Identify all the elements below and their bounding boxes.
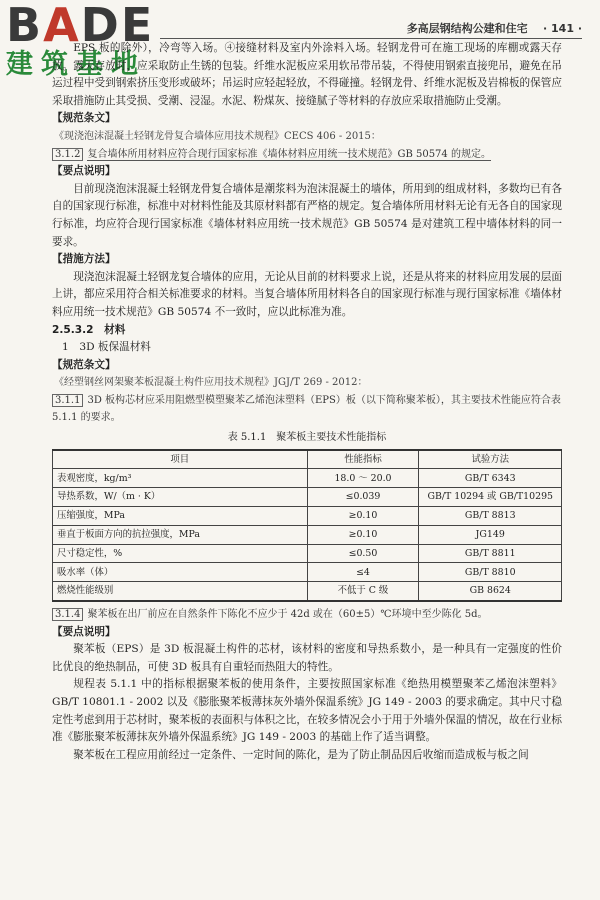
clause-3-1-4	[52, 606, 562, 624]
header-cell: 性能指标	[307, 450, 419, 469]
table-cell: 导热系数，W/（m · K）	[53, 488, 308, 507]
table-cell: 18.0 ～ 20.0	[307, 469, 419, 488]
spec-reference-2: 《经塑钢丝网架聚苯板混凝土构件应用技术规程》JGJ/T 269 - 2012：	[54, 377, 368, 389]
table-header-row	[53, 450, 562, 469]
clause-number: 3.1.4	[52, 608, 83, 621]
table-row	[53, 563, 562, 582]
running-title: 多高层钢结构公建和住宅	[406, 22, 528, 35]
table-cell: 垂直于板面方向的抗拉强度，MPa	[53, 525, 308, 544]
logo-text: BADE	[6, 0, 155, 52]
table-row	[53, 544, 562, 563]
explain-paragraph: 目前现浇泡沫混凝土轻钢龙骨复合墙体是潮浆料为泡沫混凝土的墙体，所用到的组成材料，多数均已有各自的国家现行标准，标准中对材料性能及其原材料都有严格的规定。复合墙体所用材料无论有无各自的国家现行标准，均应符合现行国家标准《墙体材料应用统一技术规范》GB 50574 是对建筑工程中墙体材料的同一要求。	[52, 182, 562, 248]
explain-paragraph-1: 聚苯板（EPS）是 3D 板混凝土构件的芯材，该材料的密度和导热系数小，是一种具有一定强度的性价比优良的绝热制品，可使 3D 板具有自重轻而热阻大的特性。	[52, 643, 562, 673]
subsection-heading: 1 3D 板保温材料	[62, 341, 151, 354]
table-cell: 燃烧性能级别	[53, 582, 308, 601]
header-cell: 项目	[53, 450, 308, 469]
table-cell: ≤0.50	[307, 544, 419, 563]
table-cell: ≥0.10	[307, 507, 419, 526]
clause-number: 3.1.1	[52, 394, 83, 407]
spec-label: 【规范条文】	[52, 112, 116, 125]
table-row	[53, 488, 562, 507]
page-number: · 141 ·	[543, 22, 582, 35]
clause-number: 3.1.2	[52, 148, 83, 161]
table-cell: 吸水率（体）	[53, 563, 308, 582]
explain-paragraph-3: 聚苯板在工程应用前经过一定条件、一定时间的陈化，是为了防止制品因后收缩而造成板与板之间	[73, 748, 529, 761]
table-cell: ≤4	[307, 563, 419, 582]
intro-paragraph: EPS 板的除外），冷弯等入场。④接缝材料及室内外涂料入场。轻钢龙骨可在施工现场的库棚或露天存放。露天存放时，应采取防止生锈的包装。纤维水泥板应采用软吊带吊装，不得使用钢索直接兜吊，避免在吊运过程中受到钢索挤压变形或破坏；吊运时应轻起轻放，不得碰撞。轻钢龙骨、纤维水泥板及岩棉板的保管应采取措施防止其受损、受潮、浸湿。水泥、粉煤灰、接缝腻子等材料的存放应采取措施防止受潮。	[52, 42, 562, 107]
table-title: 表 5.1.1 聚苯板主要技术性能指标	[227, 432, 387, 444]
clause-text: 3D 板构芯材应采用阻燃型模塑聚苯乙烯泡沫塑料（EPS）板（以下简称聚苯板），其主要技术性能应符合表 5.1.1 的要求。	[52, 394, 561, 424]
table-cell: ≤0.039	[307, 488, 419, 507]
measure-label: 【措施方法】	[52, 253, 116, 266]
table-cell: GB 8624	[419, 582, 562, 601]
spec-label-2: 【规范条文】	[52, 358, 116, 371]
clause-3-1-2	[52, 146, 562, 164]
table-row	[53, 582, 562, 601]
explain-paragraph-2: 规程表 5.1.1 中的指标根据聚苯板的使用条件，主要按照国家标准《绝热用模塑聚苯乙烯泡沫塑料》GB/T 10801.1 - 2002 以及《膨胀聚苯板薄抹灰外墙外保温系统》JG 149 - 2003 的要求确定。其中尺寸稳定性考虑到用于芯材时，聚苯板的表面积与体积之比，在较多情况会小于用于外墙外保温的情况，故在行业标准《膨胀聚苯板薄抹灰外墙外保温系统》JG 149 - 2003 的基础上作了适当调整。	[52, 678, 562, 744]
clause-text: 聚苯板在出厂前应在自然条件下陈化不应少于 42d 或在（60±5）℃环境中至少陈化 5d。	[87, 609, 488, 621]
table-cell: 表观密度，kg/m³	[53, 469, 308, 488]
table-cell: 不低于 C 级	[307, 582, 419, 601]
logo-subtext: 建筑基地	[6, 49, 146, 80]
table-cell: JG149	[419, 525, 562, 544]
measure-paragraph: 现浇泡沫混凝土轻钢龙复合墙体的应用，无论从目前的材料要求上说，还是从将来的材料应用发展的层面上讲，都应采用符合相关标准要求的材料。当复合墙体所用材料各自的国家现行标准与现行国家标准《墙体材料应用统一技术规范》GB 50574 不一致时，应以此标准为准。	[52, 270, 562, 318]
table-row	[53, 469, 562, 488]
section-heading: 2.5.3.2 材料	[52, 323, 126, 336]
table-row	[53, 525, 562, 544]
spec-reference: 《现浇泡沫混凝土轻钢龙骨复合墙体应用技术规程》CECS 406 - 2015：	[54, 130, 381, 142]
clause-text: 复合墙体所用材料应符合现行国家标准《墙体材料应用统一技术规范》GB 50574 的规定。	[87, 148, 491, 160]
header-cell: 试验方法	[419, 450, 562, 469]
clause-3-1-1	[52, 392, 562, 427]
table-cell: GB/T 8813	[419, 507, 562, 526]
table-cell: 压缩强度，MPa	[53, 507, 308, 526]
table-cell: ≥0.10	[307, 525, 419, 544]
header-rule	[160, 38, 582, 39]
table-cell: GB/T 10294 或 GB/T10295	[419, 488, 562, 507]
table-row	[53, 507, 562, 526]
eps-properties-table	[52, 449, 562, 602]
page-content	[52, 40, 562, 764]
table-cell: GB/T 8811	[419, 544, 562, 563]
explain-label-2: 【要点说明】	[52, 625, 116, 638]
table-cell: GB/T 6343	[419, 469, 562, 488]
running-header	[407, 20, 582, 36]
table-cell: 尺寸稳定性，%	[53, 544, 308, 563]
explain-label: 【要点说明】	[52, 165, 116, 178]
table-cell: GB/T 8810	[419, 563, 562, 582]
